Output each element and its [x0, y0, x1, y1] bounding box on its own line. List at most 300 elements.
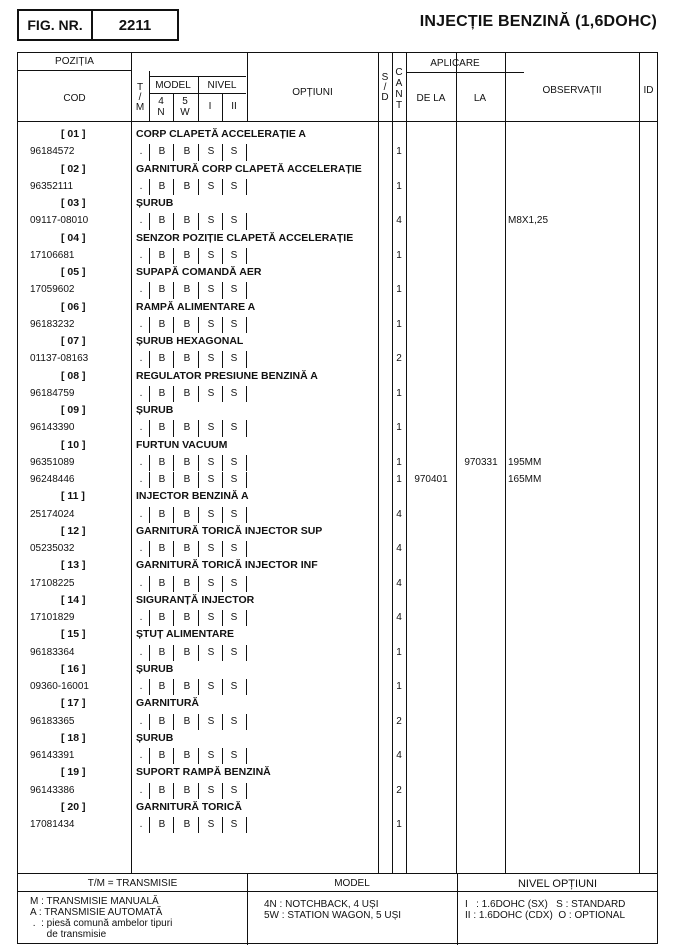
legend-line: 4N : NOTCHBACK, 4 UȘI — [264, 899, 379, 910]
quantity-cell: 1 — [396, 284, 402, 296]
quantity-cell: 2 — [396, 784, 402, 796]
nivel-i-cell: S — [207, 284, 215, 296]
divider — [173, 213, 174, 229]
model-4n-cell: B — [158, 422, 166, 434]
quantity-cell: 4 — [396, 543, 402, 554]
part-code: 96184572 — [30, 146, 75, 158]
model-5w-cell: B — [183, 646, 191, 658]
legend-line: M : TRANSMISIE MANUALĂ — [30, 896, 159, 907]
quantity-cell: 2 — [396, 715, 402, 727]
divider — [222, 93, 223, 121]
model-5w-cell: B — [183, 577, 191, 589]
quantity-cell: 1 — [396, 422, 402, 434]
divider — [149, 386, 150, 402]
divider — [246, 783, 247, 799]
quantity-cell: 1 — [396, 318, 402, 330]
quantity-cell: 2 — [396, 353, 402, 365]
position-tag: [ 12 ] — [61, 524, 86, 537]
tm-cell: . — [139, 508, 143, 520]
part-name: GARNITURĂ TORICĂ — [136, 800, 242, 813]
divider — [149, 541, 150, 557]
tm-cell: . — [139, 819, 143, 830]
divider — [173, 576, 174, 592]
model-5w-cell: B — [183, 353, 191, 365]
divider — [149, 679, 150, 695]
part-name: GARNITURĂ TORICĂ INJECTOR SUP — [136, 524, 323, 537]
col-pozitia: POZIȚIA — [55, 56, 94, 67]
position-tag: [ 17 ] — [61, 697, 86, 710]
quantity-cell: 4 — [396, 215, 402, 227]
divider — [198, 213, 199, 229]
model-5w-cell: B — [183, 180, 191, 192]
quantity-cell: 1 — [396, 819, 402, 830]
tm-cell: . — [139, 215, 143, 227]
nivel-ii-cell: S — [230, 318, 238, 330]
divider — [173, 748, 174, 764]
divider — [406, 72, 524, 73]
model-4n-cell: B — [158, 215, 166, 227]
nivel-ii-cell: S — [230, 215, 238, 227]
divider — [198, 317, 199, 333]
position-tag: [ 03 ] — [61, 197, 86, 209]
nivel-i-cell: S — [207, 577, 215, 589]
position-tag: [ 11 ] — [61, 490, 85, 503]
divider — [222, 317, 223, 333]
divider — [198, 144, 199, 160]
col-id: ID — [643, 85, 654, 96]
nivel-i-cell: S — [207, 180, 215, 192]
col-cod: COD — [63, 93, 86, 104]
model-5w-cell: B — [183, 681, 191, 692]
footer-nivel-head: NIVEL OPȚIUNI — [517, 878, 598, 890]
nivel-i-cell: S — [207, 456, 215, 468]
part-name: REGULATOR PRESIUNE BENZINĂ A — [136, 369, 318, 382]
part-code: 17108225 — [30, 577, 75, 589]
part-name: GARNITURĂ — [136, 697, 199, 710]
divider — [149, 420, 150, 436]
tm-cell: . — [139, 715, 143, 727]
tm-cell: . — [139, 353, 143, 365]
model-4n-cell: B — [158, 715, 166, 727]
divider — [457, 873, 458, 945]
nivel-i-cell: S — [207, 819, 215, 830]
nivel-ii-cell: S — [230, 612, 238, 623]
nivel-ii-cell: S — [230, 284, 238, 296]
position-tag: [ 19 ] — [61, 766, 86, 779]
divider — [198, 610, 199, 626]
tm-cell: . — [139, 249, 143, 261]
part-name: GARNITURĂ CORP CLAPETĂ ACCELERAȚIE — [136, 162, 362, 175]
divider — [198, 507, 199, 523]
divider — [378, 53, 379, 873]
divider — [222, 455, 223, 471]
model-5w-cell: B — [183, 508, 191, 520]
divider — [149, 71, 150, 121]
divider — [456, 53, 457, 873]
divider — [222, 386, 223, 402]
divider — [198, 76, 199, 121]
divider — [198, 282, 199, 298]
divider — [246, 317, 247, 333]
position-tag: [ 01 ] — [61, 128, 86, 140]
divider — [505, 53, 506, 873]
divider — [149, 213, 150, 229]
model-5w-cell: B — [183, 318, 191, 330]
divider — [247, 873, 248, 945]
model-5w-cell: B — [183, 715, 191, 727]
divider — [149, 783, 150, 799]
nivel-i-cell: S — [207, 715, 215, 727]
nivel-ii-cell: S — [230, 681, 238, 692]
model-4n-cell: B — [158, 456, 166, 468]
divider — [222, 576, 223, 592]
from-date-cell: 970401 — [414, 474, 448, 485]
nivel-i-cell: S — [207, 750, 215, 761]
part-code: 96143391 — [30, 750, 75, 761]
divider — [18, 873, 658, 874]
col-model-4n: 4 N — [157, 96, 165, 118]
divider — [246, 351, 247, 367]
divider — [198, 179, 199, 195]
model-5w-cell: B — [183, 284, 191, 296]
tm-cell: . — [139, 318, 143, 330]
part-code: 96143390 — [30, 422, 75, 434]
col-nivel-ii: II — [231, 101, 237, 112]
part-name: GARNITURĂ TORICĂ INJECTOR INF — [136, 559, 318, 572]
part-name: RAMPĂ ALIMENTARE A — [136, 300, 256, 313]
figure-number: 2211 — [118, 16, 152, 34]
col-optiuni: OPȚIUNI — [292, 87, 333, 98]
nivel-i-cell: S — [207, 249, 215, 261]
model-5w-cell: B — [183, 750, 191, 761]
col-nivel: NIVEL — [207, 80, 237, 91]
divider — [173, 248, 174, 264]
divider — [173, 386, 174, 402]
divider — [222, 645, 223, 661]
divider — [149, 144, 150, 160]
nivel-ii-cell: S — [230, 750, 238, 761]
quantity-cell: 4 — [396, 750, 402, 761]
nivel-i-cell: S — [207, 646, 215, 658]
divider — [149, 179, 150, 195]
divider — [222, 213, 223, 229]
position-tag: [ 05 ] — [61, 266, 86, 278]
position-tag: [ 13 ] — [61, 559, 86, 572]
nivel-ii-cell: S — [230, 819, 238, 830]
divider — [198, 472, 199, 488]
divider — [198, 817, 199, 833]
divider — [198, 645, 199, 661]
divider — [18, 891, 658, 892]
tm-cell: . — [139, 146, 143, 158]
tm-cell: . — [139, 646, 143, 658]
model-5w-cell: B — [183, 146, 191, 158]
divider — [222, 179, 223, 195]
part-code: 96248446 — [30, 474, 75, 485]
divider — [173, 351, 174, 367]
divider — [222, 748, 223, 764]
divider — [149, 507, 150, 523]
divider — [222, 351, 223, 367]
part-code: 17101829 — [30, 612, 75, 623]
model-4n-cell: B — [158, 508, 166, 520]
divider — [149, 817, 150, 833]
nivel-ii-cell: S — [230, 387, 238, 399]
part-name: ȘURUB — [136, 404, 174, 416]
nivel-ii-cell: S — [230, 784, 238, 796]
divider — [18, 70, 131, 71]
position-tag: [ 09 ] — [61, 404, 86, 416]
divider — [247, 53, 248, 121]
divider — [149, 317, 150, 333]
position-tag: [ 08 ] — [61, 369, 86, 382]
divider — [131, 53, 132, 873]
col-sd: S / D — [381, 72, 389, 103]
part-name: ȘURUB — [136, 662, 174, 675]
part-code: 96183232 — [30, 318, 75, 330]
divider — [198, 420, 199, 436]
tm-cell: . — [139, 474, 143, 485]
divider — [246, 144, 247, 160]
tm-cell: . — [139, 784, 143, 796]
model-4n-cell: B — [158, 784, 166, 796]
nivel-i-cell: S — [207, 146, 215, 158]
legend-line: . : piesă comună ambelor tipuri — [30, 918, 173, 929]
nivel-ii-cell: S — [230, 249, 238, 261]
part-code: 17059602 — [30, 284, 75, 296]
divider — [173, 541, 174, 557]
model-4n-cell: B — [158, 819, 166, 830]
divider — [246, 455, 247, 471]
divider — [222, 248, 223, 264]
divider — [173, 93, 174, 121]
model-5w-cell: B — [183, 819, 191, 830]
tm-cell: . — [139, 180, 143, 192]
divider — [246, 472, 247, 488]
divider — [246, 282, 247, 298]
divider — [198, 455, 199, 471]
footer-nivel-list — [465, 899, 625, 921]
position-tag: [ 15 ] — [61, 628, 86, 641]
nivel-ii-cell: S — [230, 508, 238, 520]
divider — [222, 420, 223, 436]
quantity-cell: 4 — [396, 577, 402, 589]
model-4n-cell: B — [158, 750, 166, 761]
part-name: SENZOR POZIȚIE CLAPETĂ ACCELERAȚIE — [136, 231, 354, 244]
nivel-ii-cell: S — [230, 456, 238, 468]
model-5w-cell: B — [183, 474, 191, 485]
nivel-ii-cell: S — [230, 715, 238, 727]
divider — [198, 351, 199, 367]
model-4n-cell: B — [158, 318, 166, 330]
divider — [246, 507, 247, 523]
part-name: SIGURANȚĂ INJECTOR — [136, 593, 255, 606]
divider — [222, 144, 223, 160]
divider — [246, 817, 247, 833]
part-code: 17081434 — [30, 819, 75, 830]
quantity-cell: 1 — [396, 249, 402, 261]
model-4n-cell: B — [158, 146, 166, 158]
nivel-i-cell: S — [207, 422, 215, 434]
part-code: 96352111 — [30, 180, 74, 192]
model-4n-cell: B — [158, 681, 166, 692]
divider — [222, 507, 223, 523]
model-4n-cell: B — [158, 353, 166, 365]
tm-cell: . — [139, 387, 143, 399]
model-5w-cell: B — [183, 387, 191, 399]
col-la: LA — [473, 93, 487, 104]
divider — [198, 714, 199, 730]
col-model-5w: 5 W — [180, 96, 190, 118]
page-title: INJECȚIE BENZINĂ (1,6DOHC) — [419, 13, 657, 30]
divider — [406, 53, 407, 873]
part-name: SUPAPĂ COMANDĂ AER — [136, 266, 262, 278]
part-code: 96184759 — [30, 387, 75, 399]
divider — [246, 248, 247, 264]
divider — [246, 386, 247, 402]
footer-model-head: MODEL — [334, 878, 370, 889]
position-tag: [ 02 ] — [61, 162, 86, 175]
nivel-ii-cell: S — [230, 353, 238, 365]
nivel-i-cell: S — [207, 318, 215, 330]
nivel-i-cell: S — [207, 681, 215, 692]
divider — [149, 282, 150, 298]
legend-line: A : TRANSMISIE AUTOMATĂ — [30, 907, 163, 918]
divider — [246, 179, 247, 195]
part-name: ȘURUB — [136, 731, 174, 744]
nivel-ii-cell: S — [230, 474, 238, 485]
nivel-i-cell: S — [207, 474, 215, 485]
figure-number-box — [17, 9, 179, 41]
legend-line: de transmisie — [30, 929, 107, 940]
nivel-i-cell: S — [207, 387, 215, 399]
divider — [198, 576, 199, 592]
part-code: 96183364 — [30, 646, 75, 658]
divider — [149, 472, 150, 488]
divider — [173, 783, 174, 799]
quantity-cell: 1 — [396, 387, 402, 399]
divider — [222, 472, 223, 488]
part-name: ȘURUB HEXAGONAL — [136, 335, 244, 347]
divider — [173, 507, 174, 523]
model-4n-cell: B — [158, 543, 166, 554]
observation-cell: 195MM — [508, 456, 542, 468]
quantity-cell: 1 — [396, 681, 402, 692]
nivel-ii-cell: S — [230, 146, 238, 158]
position-tag: [ 18 ] — [61, 731, 86, 744]
model-4n-cell: B — [158, 646, 166, 658]
divider — [173, 679, 174, 695]
divider — [149, 610, 150, 626]
divider — [222, 679, 223, 695]
divider — [173, 817, 174, 833]
part-code: 17106681 — [30, 249, 75, 261]
divider — [173, 455, 174, 471]
part-code: 01137-08163 — [30, 353, 89, 365]
part-name: SUPORT RAMPĂ BENZINĂ — [136, 766, 271, 779]
divider — [198, 679, 199, 695]
divider — [198, 541, 199, 557]
position-tag: [ 07 ] — [61, 335, 86, 347]
figure-label: FIG. NR. — [19, 11, 93, 39]
col-model: MODEL — [155, 80, 191, 91]
divider — [246, 213, 247, 229]
divider — [222, 541, 223, 557]
nivel-ii-cell: S — [230, 422, 238, 434]
position-tag: [ 16 ] — [61, 662, 86, 675]
part-code: 96143386 — [30, 784, 75, 796]
divider — [198, 386, 199, 402]
tm-cell: . — [139, 681, 143, 692]
nivel-i-cell: S — [207, 784, 215, 796]
divider — [222, 783, 223, 799]
divider — [149, 248, 150, 264]
part-code: 09117-08010 — [30, 215, 89, 227]
observation-cell: 165MM — [508, 474, 542, 485]
part-name: FURTUN VACUUM — [136, 438, 228, 451]
divider — [173, 472, 174, 488]
divider — [173, 144, 174, 160]
nivel-i-cell: S — [207, 543, 215, 554]
model-4n-cell: B — [158, 387, 166, 399]
part-code: 25174024 — [30, 508, 75, 520]
divider — [246, 679, 247, 695]
divider — [198, 783, 199, 799]
nivel-ii-cell: S — [230, 646, 238, 658]
model-5w-cell: B — [183, 249, 191, 261]
divider — [198, 248, 199, 264]
divider — [222, 714, 223, 730]
divider — [173, 714, 174, 730]
divider — [246, 610, 247, 626]
divider — [149, 351, 150, 367]
nivel-i-cell: S — [207, 508, 215, 520]
footer-transmisie-list — [30, 896, 172, 940]
part-name: ȘURUB — [136, 197, 174, 209]
divider — [222, 817, 223, 833]
model-4n-cell: B — [158, 474, 166, 485]
part-name: CORP CLAPETĂ ACCELERAȚIE A — [136, 128, 306, 140]
divider — [149, 455, 150, 471]
model-5w-cell: B — [183, 612, 191, 623]
model-4n-cell: B — [158, 577, 166, 589]
divider — [173, 317, 174, 333]
divider — [246, 420, 247, 436]
col-aplicare: APLICARE — [430, 58, 480, 69]
model-5w-cell: B — [183, 215, 191, 227]
nivel-i-cell: S — [207, 612, 215, 623]
tm-cell: . — [139, 456, 143, 468]
divider — [198, 748, 199, 764]
model-5w-cell: B — [183, 543, 191, 554]
col-cant: C A N T — [395, 67, 403, 111]
divider — [639, 53, 640, 873]
tm-cell: . — [139, 284, 143, 296]
position-tag: [ 14 ] — [61, 593, 86, 606]
part-code: 96183365 — [30, 715, 75, 727]
tm-cell: . — [139, 577, 143, 589]
position-tag: [ 06 ] — [61, 300, 86, 313]
quantity-cell: 1 — [396, 646, 402, 658]
divider — [222, 282, 223, 298]
col-nivel-i: I — [208, 101, 212, 112]
nivel-i-cell: S — [207, 215, 215, 227]
legend-line: I : 1.6DOHC (SX) S : STANDARD — [465, 899, 626, 910]
divider — [173, 420, 174, 436]
col-de-la: DE LA — [416, 93, 446, 104]
divider — [246, 576, 247, 592]
part-name: INJECTOR BENZINĂ A — [136, 490, 249, 503]
